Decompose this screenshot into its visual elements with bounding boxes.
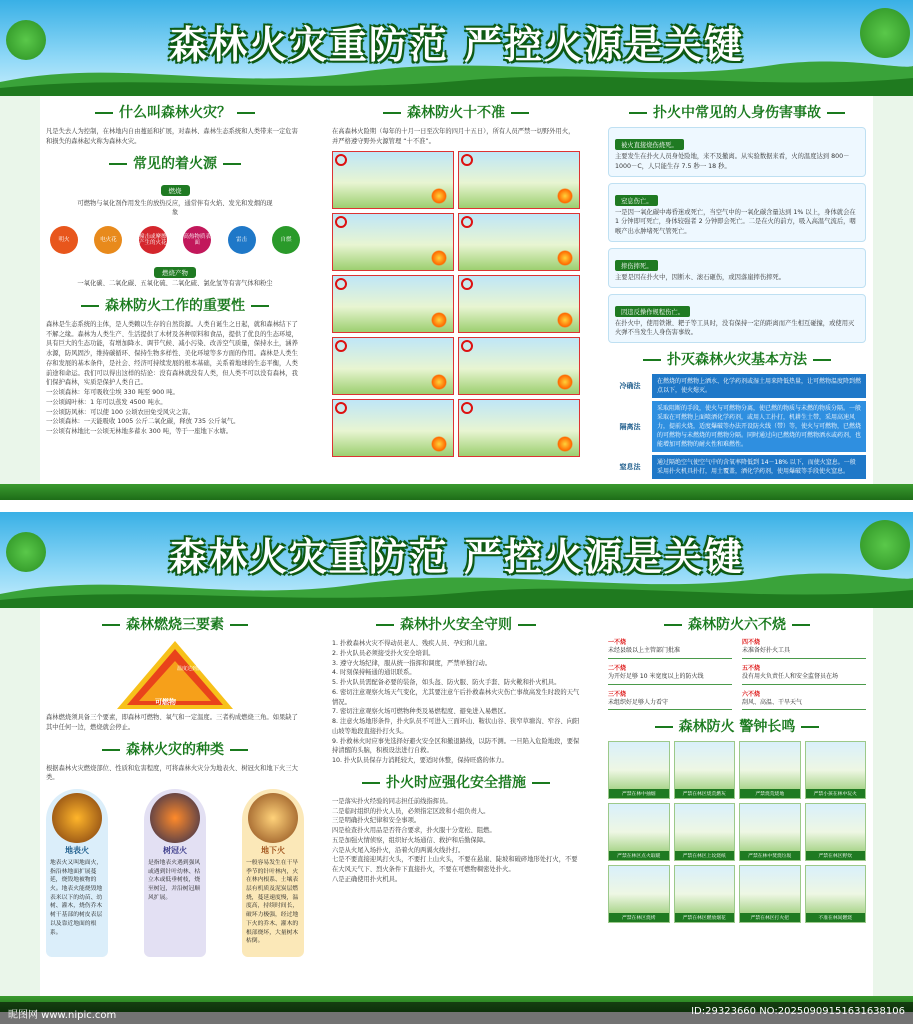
warning-illustration xyxy=(674,865,736,923)
method-item xyxy=(608,455,866,479)
no-burn-heading: 一不烧 xyxy=(608,639,627,646)
fire-triangle xyxy=(115,639,235,711)
rule-illustration xyxy=(332,275,454,333)
section-title: 扑火中常见的人身伤害事故 xyxy=(608,102,866,122)
fire-types xyxy=(46,789,304,957)
fire-icon xyxy=(557,374,573,390)
warning-illustration xyxy=(608,741,670,799)
product-block xyxy=(46,260,304,289)
accident-title: 被火直接烧伤烧死。 xyxy=(615,139,684,150)
fire-type-card xyxy=(144,789,206,957)
accident-item xyxy=(608,127,866,177)
warning-caption: 严禁在林区烧烤 xyxy=(609,913,669,922)
triangle-fuel: 可燃物 xyxy=(155,698,176,706)
source-circle: 撞击或摩擦产生的火花 xyxy=(139,226,167,254)
section-title: 森林防火工作的重要性 xyxy=(46,295,304,315)
method-text: 采取阻断的手段，使火与可燃物分离，使已燃的物质与未燃的物质分隔。一般采取在可燃物上面喷洒化学药剂，或用人工扑打，机耕生土带，采用高速风力，提前火烧，适度爆破等办法开设防火线（带）等，使火与可燃物，已燃烧的可燃物与未燃烧的可燃物分隔。同时通过向已燃烧的可燃物洒水或药剂，也能增加可燃物的耐火性和难燃性。 xyxy=(652,401,866,452)
ban-icon xyxy=(461,278,473,290)
watermark-footer xyxy=(0,1002,913,1024)
warning-illustration xyxy=(674,803,736,861)
burn-block xyxy=(46,178,304,221)
fact-item: 一公顷有林地比一公顷无林地多蓄水 300 吨，等于一座地下水塘。 xyxy=(46,428,233,435)
section-title: 扑火时应强化安全措施 xyxy=(332,772,580,792)
fact-item: 一公顷森林：一天能吸收 1005 公斤二氧化碳，释放 735 公斤氧气。 xyxy=(46,418,240,426)
safety-rule: 4. 时刻保持畅通的通讯联系。 xyxy=(332,669,416,677)
safety-measure: 六是从火尾入场扑火，沿着火的两翼火线扑打。 xyxy=(332,846,465,854)
safety-rule: 3. 遵守火场纪律，服从统一指挥和调度，严禁单独行动。 xyxy=(332,659,492,667)
warning-caption: 严禁在林区野炊 xyxy=(806,851,866,860)
column-safety xyxy=(332,608,580,996)
source-circle: 雷击 xyxy=(228,226,256,254)
warning-illustration xyxy=(739,865,801,923)
fire-type-name: 地表火 xyxy=(65,846,89,855)
accident-text: 主要发生在扑火人员身处险地，来不及撤离。从实验数据来看，火的温度达到 800－1000－C，人只能生存 7.5 秒一 18 秒。 xyxy=(615,153,850,170)
fire-icon xyxy=(557,188,573,204)
section-title: 什么叫森林火灾？ xyxy=(46,102,304,122)
warning-illustration xyxy=(608,803,670,861)
no-burn-item xyxy=(608,691,732,711)
accident-title: 因违反操作规程伤亡。 xyxy=(615,306,690,317)
source-circle: 高热物质表面 xyxy=(183,226,211,254)
no-burn-text: 为开好足够 10 米宽度以上的防火线 xyxy=(608,673,704,681)
safety-rule: 7. 密切注意观察火场可燃物种类及易燃程度、避免进入易燃区。 xyxy=(332,708,511,716)
no-burn-heading: 二不烧 xyxy=(608,664,627,672)
warning-illustration xyxy=(608,865,670,923)
fire-icon xyxy=(431,250,447,266)
method-item xyxy=(608,374,866,398)
surface-fire-photo xyxy=(52,793,102,843)
no-burn-heading: 三不烧 xyxy=(608,690,627,698)
no-burn-text: 没有用火负责任人和安全监督员在场 xyxy=(742,673,839,681)
fact-item: 一公顷防风林：可以使 100 公顷农田免受风灾之害。 xyxy=(46,408,195,416)
method-name: 窒息法 xyxy=(619,463,641,471)
ban-icon xyxy=(461,340,473,352)
section-title: 森林防火 警钟长鸣 xyxy=(608,716,866,736)
burn-tag: 燃烧 xyxy=(161,185,190,196)
warning-caption: 严禁在林区燃放烟花 xyxy=(675,913,735,922)
warning-caption: 严禁在林区点火取暖 xyxy=(609,851,669,860)
no-burn-text: 未经县级以上主管部门批准 xyxy=(608,647,681,655)
accident-item xyxy=(608,294,866,344)
column-ten-rules xyxy=(332,96,580,484)
fire-type-text: 是指地表火遇到强风或遇到针叶幼林、枯立木或低垂树枝，烧至树冠，并沿树冠顺风扩展。 xyxy=(148,860,201,901)
ten-rules-grid xyxy=(332,151,580,457)
crown-fire-photo xyxy=(150,793,200,843)
safety-measure: 七是不要直接迎风打火头，不要打上山火头，不要在悬崖、陡坡和破碎地形处打火，不要在大风天气下、烈火条件下直接扑火，不要在可燃物稠密处扑火。 xyxy=(332,856,578,873)
section-title: 常见的着火源 xyxy=(46,153,304,173)
warning-illustration xyxy=(805,865,867,923)
fire-type-name: 地下火 xyxy=(261,846,285,855)
warning-illustration xyxy=(739,741,801,799)
ground-fire-photo xyxy=(248,793,298,843)
no-burn-item xyxy=(742,639,866,659)
types-intro: 根据森林火灾燃烧部位、性质和危害程度，可将森林火灾分为地表火、树冠火和地下火三大类。 xyxy=(46,764,298,782)
section-title: 扑灭森林火灾基本方法 xyxy=(608,349,866,369)
safety-measure: 三是明确扑火纪律和安全事项。 xyxy=(332,817,421,825)
no-burn-text: 未组织好足够人力看守 xyxy=(608,698,669,706)
warning-caption: 严禁在林区烧荒燃灰 xyxy=(675,789,735,798)
ban-icon xyxy=(335,216,347,228)
triangle-temperature: 温度达到燃点 xyxy=(177,666,208,672)
safety-measure: 五是加强火情侦察，组织好火场通信、救护和后勤保障。 xyxy=(332,836,490,844)
rule-illustration xyxy=(458,151,580,209)
fact-item: 一公顷森林：年可吸收尘埃 330 吨至 900 吨。 xyxy=(46,389,179,396)
triangle-oxygen: 氧气 xyxy=(129,671,142,678)
ten-rules-intro: 在高森林火险期（每年的十月一日至次年的四月十五日），所有人员严禁一切野外用火，并严格遵守野外火源管理 “十不准”。 xyxy=(332,128,575,145)
section-title: 森林燃烧三要素 xyxy=(46,614,304,634)
safety-measure: 一是落实扑火经验的同志担任前线指挥员。 xyxy=(332,797,452,805)
banner-title: 森林火灾重防范 严控火源是关键 xyxy=(168,535,745,579)
ban-icon xyxy=(461,402,473,414)
no-burn-heading: 五不烧 xyxy=(742,664,761,672)
method-name: 隔离法 xyxy=(619,422,641,431)
warning-grid xyxy=(608,741,866,923)
definition-text: 凡是失去人为控制，在林地内自由蔓延和扩展，对森林、森林生态系统和人类带来一定危害和损失的森林起火称为森林火灾。 xyxy=(46,128,298,145)
safety-rule: 2. 扑火队员必须接受扑火安全培训。 xyxy=(332,649,435,657)
ban-icon xyxy=(335,154,347,166)
safety-measure: 八是正确使用扑火机具。 xyxy=(332,875,402,883)
bottom-stripe xyxy=(0,484,913,500)
no-burn-item xyxy=(608,639,732,659)
column-six-no-burn xyxy=(608,608,866,996)
no-burn-text: 未准备好扑火工具 xyxy=(742,647,791,655)
accident-title: 窒息伤亡。 xyxy=(615,195,658,206)
method-text: 在燃烧的可燃物上洒水、化学药剂或湿土用来降低热量，让可燃物温度降到燃点以下，使火熄灭。 xyxy=(652,374,866,398)
warning-caption: 严禁小孩在林中玩火 xyxy=(806,789,866,798)
column-elements xyxy=(46,608,304,996)
safety-rule: 5. 扑火队员需配备必要的装备，如头盔、防火服、防火手套、防火靴和扑火机具。 xyxy=(332,679,561,686)
importance-text: 森林是生态系统的主体，是人类赖以生存的自然资源。人类自诞生之日起，就和森林结下了不解之缘。森林为人类生产、生活提供了木材及各种原料和食品，提供了优良的生态环境，具有巨大的生态功能，有增加降水、调节气候、减小污染、改善空气质量，保持水土，涵养水源，防风固沙，维持碳循环、保持生物多样性、美化环境等多方面的作用。森林是人类生存和发展的基本条件，是社会、经济可持续发展的根本基础，关系着地球的生态平衡，人类前途和命运。我们可以得出这样的结论：没有森林就没有人类，但人类不可以没有森林，我们保护森林，实质是保护人类自己。 xyxy=(46,320,298,387)
product-tag: 燃烧产物 xyxy=(154,267,196,278)
safety-rule: 1. 扑救森林火灾不得动员老人、残疾人员、孕妇和儿童。 xyxy=(332,640,492,647)
warning-caption: 严禁在林中抽烟 xyxy=(609,789,669,798)
fire-icon xyxy=(431,374,447,390)
section-title: 森林火灾的种类 xyxy=(46,739,304,759)
rule-illustration xyxy=(332,337,454,395)
no-burn-heading: 六不烧 xyxy=(742,690,761,698)
no-burn-item xyxy=(608,665,732,685)
ban-icon xyxy=(335,278,347,290)
accident-text: 一是因一氧化碳中毒昏迷或死亡，当空气中的一氧化碳含量达到 1% 以上，身体就会在 1 分钟即可死亡，身体较强者 2 分钟即会死亡。二是在火的前方，吸入高温气流后，咽喉产出水肿堵死气管死亡。 xyxy=(615,208,856,235)
accident-text: 主要是因在扑火中，因断木、滚石砸伤，或因落崖摔伤摔死。 xyxy=(615,273,786,281)
fire-icon xyxy=(431,312,447,328)
rule-illustration xyxy=(458,275,580,333)
warning-illustration xyxy=(739,803,801,861)
warning-caption: 不准在林间燃烧 xyxy=(806,913,866,922)
content-panel xyxy=(40,96,873,484)
warning-illustration xyxy=(674,741,736,799)
fire-icon xyxy=(557,312,573,328)
ban-icon xyxy=(335,340,347,352)
warning-caption: 严禁烧荒烧地 xyxy=(740,789,800,798)
bottom-board xyxy=(0,512,913,1012)
fire-icon xyxy=(431,436,447,452)
fire-type-name: 树冠火 xyxy=(163,846,187,855)
fire-icon xyxy=(557,436,573,452)
source-circle: 电火花 xyxy=(94,226,122,254)
method-text: 通过隔绝空气使空气中的含氧率降低到 14－18% 以下，而使火窒息。一般采用扑火机具扑打，用土覆盖，洒化学药剂，使用爆破等手段使火窒息。 xyxy=(652,455,866,479)
no-burn-heading: 四不烧 xyxy=(742,639,761,646)
method-name: 冷确法 xyxy=(619,382,641,390)
ban-icon xyxy=(461,154,473,166)
safety-rule: 8. 注意火场地形条件，扑火队员不可进入三面环山、鞍状山谷、狭窄草塘沟、窄谷、向阳山坡等地段直接扑打火头。 xyxy=(332,718,580,735)
warning-illustration xyxy=(805,803,867,861)
fire-icon xyxy=(431,188,447,204)
section-title: 森林防火十不准 xyxy=(332,102,580,122)
safety-rule: 10. 扑火队员保存力消耗较大，要适时休整，保持旺盛的体力。 xyxy=(332,757,508,764)
warning-caption: 严禁在林区上坟烧纸 xyxy=(675,851,735,860)
column-intro xyxy=(46,96,304,484)
elements-text: 森林燃烧须具备三个要素，即森林可燃物、氧气和一定温度。三者构成燃烧三角。如果缺了其中任何一边，燃烧就会停止。 xyxy=(46,714,298,731)
safety-measure: 四是检查扑火用品是否符合要求，扑火服十分宽松、阻燃。 xyxy=(332,827,496,834)
content-panel xyxy=(40,608,873,996)
fire-type-card xyxy=(242,789,304,957)
section-title: 森林防火六不烧 xyxy=(608,614,866,634)
safety-rule: 9. 扑救林火时应事先选择好避火安全区和撤退路线，以防不测。一旦陷入危险地段，要保持清醒的头脑，积极设法进行自救。 xyxy=(332,737,580,755)
top-board xyxy=(0,0,913,500)
accident-item xyxy=(608,248,866,288)
rule-illustration xyxy=(332,151,454,209)
fact-item: 一公顷阔叶林：1 年可以蒸发 4500 吨水。 xyxy=(46,398,167,406)
warning-illustration xyxy=(805,741,867,799)
source-circles xyxy=(50,226,300,254)
fire-type-card xyxy=(46,789,108,957)
accident-item xyxy=(608,183,866,242)
fire-type-text: 一般容易发生在干旱季节的针叶林内，火在林内根系、土壤表层有机质及泥炭层燃烧，蔓延速度慢，温度高，持续时间长，破坏力极强，经过地下火的乔木、灌木的根部烧坏，大量树木枯倒。 xyxy=(246,860,299,945)
ban-icon xyxy=(335,402,347,414)
warning-caption: 严禁在林中焚烧垃圾 xyxy=(740,851,800,860)
source-circle: 自燃 xyxy=(272,226,300,254)
accident-text: 在扑火中，使用铁锹、耙子等工具时，没有保持一定的距离而产生相互碰撞，或使用灭火弹不当发生人身伤害事故。 xyxy=(615,319,855,337)
six-no-burn-grid xyxy=(608,639,866,710)
banner-title: 森林火灾重防范 严控火源是关键 xyxy=(168,23,745,67)
rule-illustration xyxy=(458,399,580,457)
rule-illustration xyxy=(332,213,454,271)
watermark-left: 昵图网 www.nipic.com xyxy=(8,1010,117,1021)
no-burn-item xyxy=(742,665,866,685)
section-title: 森林扑火安全守则 xyxy=(332,614,580,634)
watermark-id: ID:29323660 NO:20250909151631638106 xyxy=(691,1006,905,1017)
source-circle: 明火 xyxy=(50,226,78,254)
warning-caption: 严禁在林区打火把 xyxy=(740,913,800,922)
no-burn-text: 刮风、高温、干旱天气 xyxy=(742,698,803,706)
ban-icon xyxy=(461,216,473,228)
no-burn-item xyxy=(742,691,866,711)
column-accidents xyxy=(608,96,866,484)
burn-text: 可燃物与氧化剂作用发生的放热反应，通常伴有火焰、发光和发烟的现象 xyxy=(77,199,273,217)
fire-icon xyxy=(557,250,573,266)
safety-measure: 二是临时组织的扑火人员，必须指定区段和小组负责人。 xyxy=(332,807,490,815)
rule-illustration xyxy=(332,399,454,457)
accident-title: 摔伤摔死。 xyxy=(615,260,658,271)
rule-illustration xyxy=(458,337,580,395)
fire-type-text: 地表火又叫地面火，指沿林地面扩展蔓延，烧毁地被物的火。地表火能烧毁地表米以下的幼苗、幼树、灌木，烧伤乔木树干基部的树皮表层以及靠近地面的根系。 xyxy=(50,860,103,936)
rule-illustration xyxy=(458,213,580,271)
method-item xyxy=(608,401,866,452)
product-text: 一氧化碳、二氧化碳、五氧化硫、二氧化硫、氯化氢等有害气体和粉尘 xyxy=(77,280,273,287)
safety-rule: 6. 密切注意观察火场天气变化，尤其要注意午后扑救森林火灾伤亡事故高发生时段的天气情况。 xyxy=(332,688,580,706)
